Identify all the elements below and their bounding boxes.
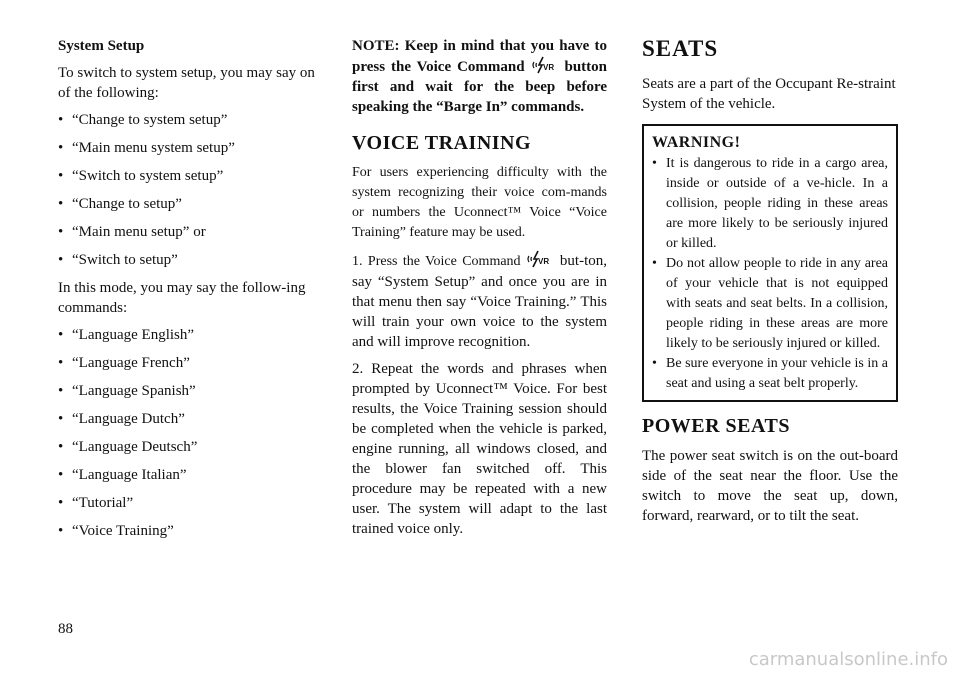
voice-training-heading: VOICE TRAINING bbox=[352, 132, 532, 154]
warning-item: • Be sure everyone in your vehicle is in a seat and using a seat belt properly. bbox=[652, 354, 888, 394]
list-item: • “Change to system setup” bbox=[58, 110, 320, 130]
warning-list bbox=[652, 154, 888, 394]
seats-heading: SEATS bbox=[642, 36, 719, 61]
list-item: • “Language Italian” bbox=[58, 465, 320, 485]
list-item: • “Tutorial” bbox=[58, 493, 320, 513]
setup-command-list bbox=[58, 110, 320, 270]
list-item: • “Language English” bbox=[58, 325, 320, 345]
list-item: • “Language French” bbox=[58, 353, 320, 373]
list-item: • “Main menu setup” or bbox=[58, 222, 320, 242]
page-number: 88 bbox=[58, 621, 73, 637]
power-seats-heading: POWER SEATS bbox=[642, 415, 790, 437]
mode-intro: In this mode, you may say the follow-ing commands: bbox=[58, 280, 306, 316]
note-text-start: NOTE: Keep in mind that you have to press the Voice Command bbox=[352, 38, 607, 75]
list-item: • “Switch to system setup” bbox=[58, 166, 320, 186]
list-item: • “Language Deutsch” bbox=[58, 437, 320, 457]
barge-in-note bbox=[352, 36, 607, 117]
column-left bbox=[58, 36, 320, 549]
svg-text:VR: VR bbox=[538, 257, 550, 266]
list-item: • “Language Spanish” bbox=[58, 381, 320, 401]
list-item: • “Language Dutch” bbox=[58, 409, 320, 429]
site-watermark: carmanualsonline.info bbox=[748, 649, 948, 670]
note-text-end: button first and wait for the beep before speaking the “Barge In” commands. bbox=[352, 59, 608, 115]
step-1-text-end: but-ton, say “System Setup” and once you are in that menu then say “Voice Training.” This will train your own voice to the system and will improve recognition. bbox=[352, 253, 607, 350]
voice-command-icon bbox=[526, 250, 554, 268]
power-seats-text: The power seat switch is on the out-board side of the seat near the floor. Use the switch to move the seat up, down, forward, rearward, or to tilt the seat. bbox=[642, 448, 898, 524]
voice-training-intro: For users experiencing difficulty with the system recognizing their voice com-mands or numbers the Uconnect™ Voice “Voice Training” feature may be used. bbox=[352, 165, 607, 240]
step-1-text-start: 1. Press the Voice Command bbox=[352, 254, 521, 269]
list-item: • “Main menu system setup” bbox=[58, 138, 320, 158]
language-command-list bbox=[58, 325, 320, 541]
list-item: • “Voice Training” bbox=[58, 521, 320, 541]
list-item: • “Change to setup” bbox=[58, 194, 320, 214]
svg-text:VR: VR bbox=[542, 63, 554, 72]
column-middle bbox=[352, 36, 607, 546]
warning-item: • Do not allow people to ride in any area of your vehicle that is not equipped with seats and seat belts. In a collision, people riding in these areas are more likely to be seriously injured or killed. bbox=[652, 254, 888, 354]
warning-box bbox=[642, 124, 898, 402]
seats-intro: Seats are a part of the Occupant Re-straint System of the vehicle. bbox=[642, 76, 896, 112]
voice-command-icon bbox=[531, 56, 559, 74]
list-item: • “Switch to setup” bbox=[58, 250, 320, 270]
warning-item: • It is dangerous to ride in a cargo area, inside or outside of a ve-hicle. In a collision, people riding in these areas are more likely to be seriously injured or killed. bbox=[652, 154, 888, 254]
system-setup-intro: To switch to system setup, you may say on of the following: bbox=[58, 65, 315, 101]
voice-training-step-1 bbox=[352, 250, 607, 352]
column-right bbox=[642, 36, 898, 533]
voice-training-step-2: 2. Repeat the words and phrases when prompted by Uconnect™ Voice. For best results, the Voice Training session should be completed when the vehicle is parked, engine running, all windows closed, and the blower fan switched off. This procedure may be repeated with a new user. The system will adapt to the last trained voice only. bbox=[352, 361, 607, 537]
warning-title: WARNING! bbox=[652, 134, 741, 151]
system-setup-heading: System Setup bbox=[58, 38, 145, 54]
